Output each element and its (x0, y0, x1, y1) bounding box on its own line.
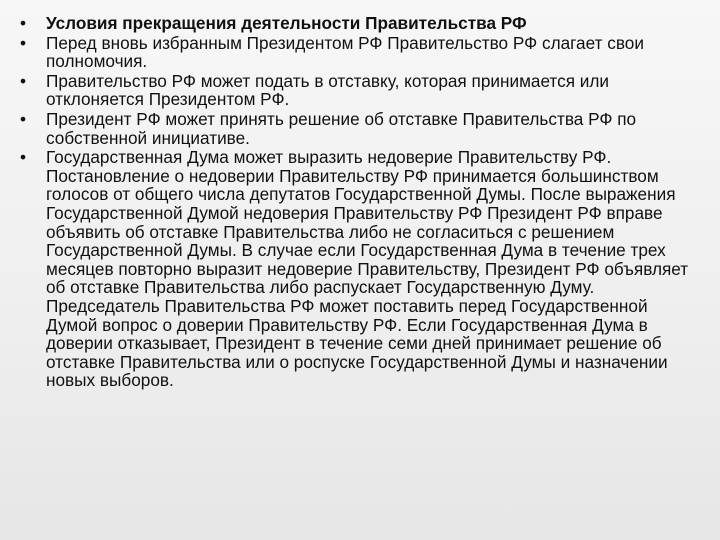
bullet-text: Правительство РФ может подать в отставку, которая принимается или отклоняется Президентом РФ. (46, 70, 610, 110)
bullet-item-no-confidence (18, 148, 700, 390)
bullet-icon: • (20, 70, 27, 91)
bullet-text: Условия прекращения деятельности Правительства РФ (46, 13, 527, 33)
bullet-icon: • (20, 13, 27, 33)
bullet-text: Перед вновь избранным Президентом РФ Правительство РФ слагает свои полномочия. (46, 32, 644, 72)
bullet-text: Государственная Дума может выразить недоверие Правительству РФ. Постановление о недоверии Правительству РФ принимается большинством голосов от общего числа депутатов Государственной Думы. После выражения Государственной Думой недоверия Правительству РФ Президент РФ вправе объявить об отставке Правительства либо не согласиться с решением Государственной Думы. В случае если Государственная Дума в течение трех месяцев повторно выразит недоверие Правительству, Президент РФ объявляет об отставке Правительства либо распускает Государственную Думу. Председатель Правительства РФ может поставить перед Государственной Думой вопрос о доверии Правительству РФ. Если Государственная Дума в доверии отказывает, Президент в течение семи дней принимает решение об отставке Правительства или о роспуске Государственной Думы и назначении новых выборов. (46, 147, 689, 391)
bullet-item-heading (18, 14, 700, 33)
bullet-item-voluntary-resignation (18, 72, 700, 109)
bullet-list (18, 14, 700, 390)
bullet-icon: • (20, 108, 27, 129)
bullet-item-president-initiative (18, 110, 700, 147)
bullet-icon: • (20, 147, 27, 168)
bullet-text: Президент РФ может принять решение об отставке Правительства РФ по собственной инициативе. (46, 108, 637, 148)
bullet-item-resignation (18, 34, 700, 71)
bullet-icon: • (20, 32, 27, 53)
